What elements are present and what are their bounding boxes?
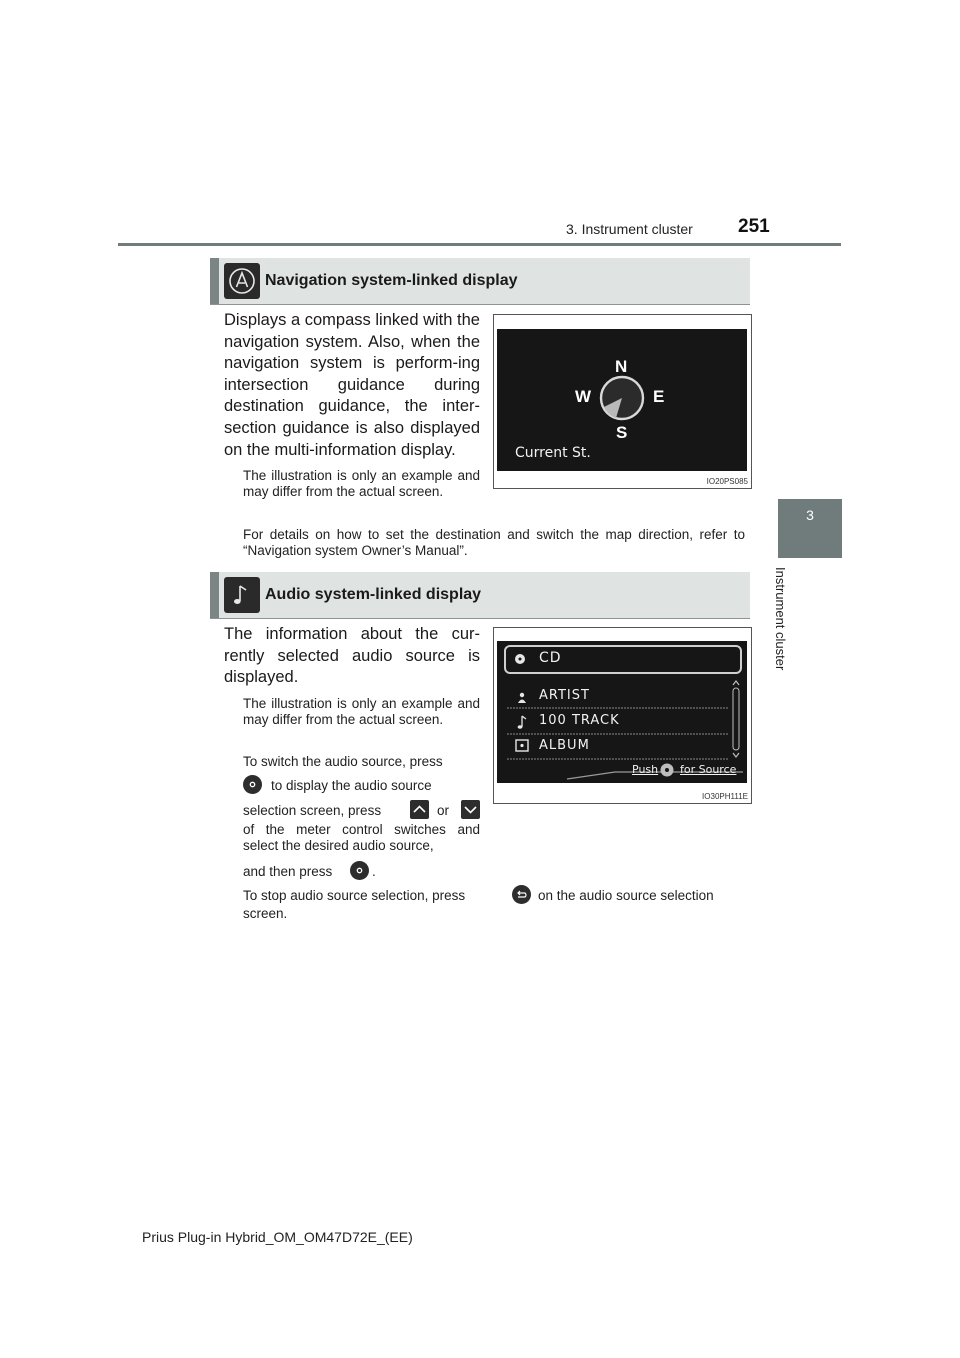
track-label: 100 TRACK	[539, 713, 620, 728]
document-id: Prius Plug-in Hybrid_OM_OM47D72E_(EE)	[142, 1229, 413, 1245]
compass-north: N	[615, 357, 628, 376]
chapter-label-text: Instrument cluster	[773, 567, 788, 671]
push-label: Push	[632, 763, 659, 776]
down-switch-icon	[461, 800, 480, 819]
page-number: 251	[738, 216, 770, 237]
audio-stop-text-2a: on the audio source selection	[538, 888, 714, 903]
audio-stop-text-2b: screen.	[243, 906, 288, 921]
audio-switch-text-4: of the meter control switches and select the desired audio source,	[243, 822, 480, 853]
audio-switch-text-2b: selection screen, press	[243, 803, 382, 818]
navigation-arrow-icon	[224, 263, 260, 299]
back-button-icon	[512, 885, 531, 904]
section-accent	[210, 572, 219, 618]
album-label: ALBUM	[539, 738, 590, 753]
audio-stop-text-1: To stop audio source selection, press	[243, 888, 466, 903]
figure-code: IO20PS085	[706, 477, 748, 486]
navigation-description: Displays a compass linked with the navigation system. Also, when the navigation system is perform-ing intersection guidance during destination guidance, the inter-section guidance is also displayed on the multi-information display.	[224, 311, 480, 459]
audio-switch-or: or	[437, 803, 450, 818]
up-switch-icon	[410, 800, 429, 819]
audio-description: The information about the cur-rently selected audio source is displayed.	[224, 625, 480, 687]
audio-section-title: Audio system-linked display	[265, 586, 482, 603]
audio-switch-text-6: .	[372, 864, 376, 879]
header-section-title: 3. Instrument cluster	[566, 221, 693, 237]
figure-code: IO30PH111E	[702, 792, 748, 801]
navigation-detail-note: For details on how to set the destination and switch the map direction, refer to “Navigation system Owner’s Manual”.	[243, 527, 745, 558]
compass-west: W	[575, 387, 592, 406]
for-source-label: for Source	[680, 763, 737, 776]
chapter-number: 3	[806, 507, 814, 523]
audio-screen-graphic	[497, 641, 747, 783]
music-note-icon	[224, 577, 260, 613]
audio-section-header	[210, 572, 750, 619]
chapter-label	[773, 565, 810, 685]
header-divider	[118, 243, 841, 246]
audio-switch-text-2a: to display the audio source	[271, 778, 432, 793]
section-accent	[210, 258, 219, 304]
current-street-label: Current St.	[515, 445, 591, 461]
compass-south: S	[616, 423, 628, 442]
audio-figure	[493, 627, 752, 804]
ok-button-icon	[243, 775, 262, 794]
compass-screen	[497, 329, 747, 471]
audio-switch-text-1: To switch the audio source, press	[243, 754, 443, 769]
artist-label: ARTIST	[539, 688, 590, 703]
audio-source-label: CD	[539, 650, 562, 666]
audio-switch-text-5: and then press	[243, 864, 333, 879]
audio-illustration-note: The illustration is only an example and may differ from the actual screen.	[243, 696, 480, 727]
compass-figure	[493, 314, 752, 489]
navigation-section-title: Navigation system-linked display	[265, 272, 518, 289]
navigation-section-header	[210, 258, 750, 305]
ok-button-icon	[350, 861, 369, 880]
compass-east: E	[653, 387, 665, 406]
audio-screen	[497, 641, 747, 783]
navigation-illustration-note: The illustration is only an example and may differ from the actual screen.	[243, 468, 480, 499]
